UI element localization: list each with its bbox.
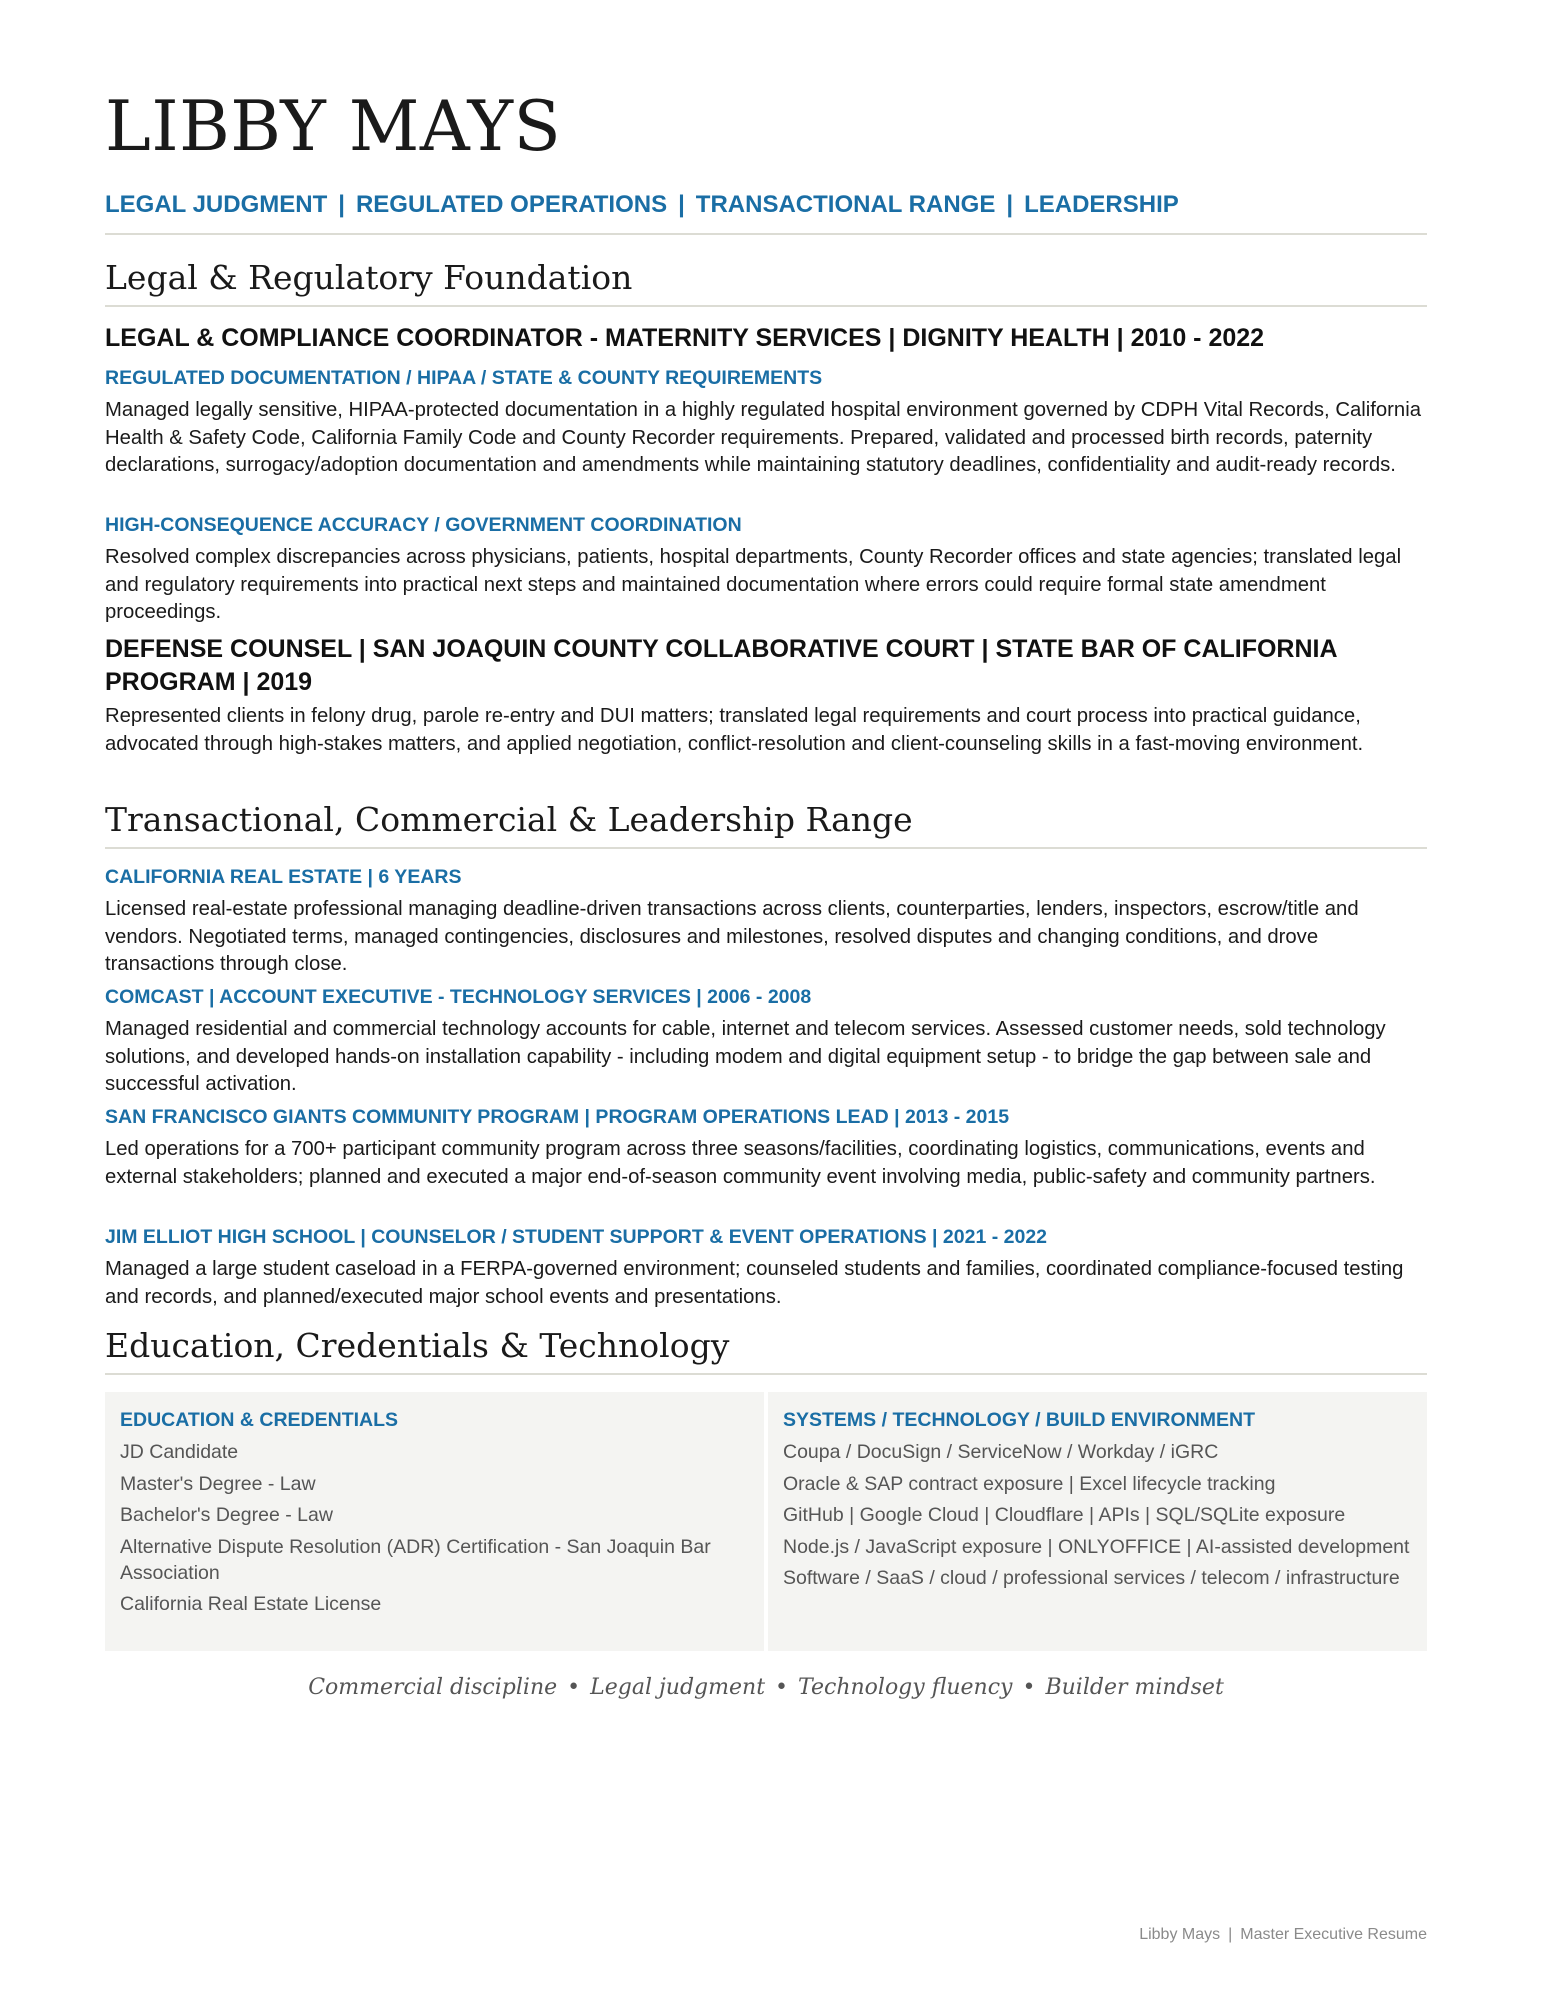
role-description: Resolved complex discrepancies across physicians, patients, hospital departments, County Recorder offices and state agencies; translated legal and regulatory requirements into practical next steps and maintained documentation where errors could require formal state amendment proceedings. <box>105 546 1402 623</box>
education-item: Master's Degree - Law <box>120 1472 316 1495</box>
role-subhead: HIGH-CONSEQUENCE ACCURACY / GOVERNMENT COORDINATION <box>105 514 742 536</box>
closing-item: Builder mindset <box>1045 1675 1224 1700</box>
bullet-separator: • <box>775 1675 789 1700</box>
footer-document-title: Master Executive Resume <box>1240 1926 1427 1943</box>
resume-page <box>105 0 1427 2002</box>
tagline-item: LEADERSHIP <box>1024 191 1179 218</box>
candidate-name: LIBBY MAYS <box>105 87 562 167</box>
section-title-education: Education, Credentials & Technology <box>105 1326 730 1365</box>
entry-description: Managed a large student caseload in a FERPA-governed environment; counseled students and families, coordinated compliance-focused testing and records, and planned/executed major school events and presentations. <box>105 1258 1404 1308</box>
tagline-item: REGULATED OPERATIONS <box>355 191 668 218</box>
entry-description: Led operations for a 700+ participant community program across three seasons/facilities, coordinating logistics, communications, events and external stakeholders; planned and executed a major end-of-season community event involving media, public-safety and community partners. <box>105 1138 1376 1188</box>
role-title-dignity-health: LEGAL & COMPLIANCE COORDINATOR - MATERNITY SERVICES | DIGNITY HEALTH | 2010 - 2022 <box>105 324 1265 352</box>
role-subhead: REGULATED DOCUMENTATION / HIPAA / STATE & COUNTY REQUIREMENTS <box>105 367 823 389</box>
education-item: Alternative Dispute Resolution (ADR) Certification - San Joaquin Bar Association <box>120 1535 711 1584</box>
education-item: California Real Estate License <box>120 1593 382 1616</box>
entry-head-giants: SAN FRANCISCO GIANTS COMMUNITY PROGRAM | PROGRAM OPERATIONS LEAD | 2013 - 2015 <box>105 1106 1010 1128</box>
credentials-panel <box>105 1392 1427 1651</box>
section-divider <box>105 1373 1427 1375</box>
tagline-item: TRANSACTIONAL RANGE <box>695 191 996 218</box>
tagline-item: LEGAL JUDGMENT <box>105 191 328 218</box>
bullet-separator: • <box>567 1675 581 1700</box>
technology-item: Software / SaaS / cloud / professional services / telecom / infrastructure <box>783 1567 1400 1590</box>
header-divider <box>105 233 1427 235</box>
tagline-separator: | <box>1006 191 1014 218</box>
tagline-separator: | <box>338 191 345 218</box>
technology-heading: SYSTEMS / TECHNOLOGY / BUILD ENVIRONMENT <box>783 1409 1256 1431</box>
entry-head-real-estate: CALIFORNIA REAL ESTATE | 6 YEARS <box>105 866 462 888</box>
technology-item: Oracle & SAP contract exposure | Excel lifecycle tracking <box>783 1472 1276 1495</box>
section-divider <box>105 305 1427 307</box>
bullet-separator: • <box>1022 1675 1036 1700</box>
technology-column <box>768 1392 1427 1651</box>
section-title-transactional: Transactional, Commercial & Leadership Range <box>105 800 913 839</box>
page-footer <box>1139 1926 1427 1944</box>
headline-tagline <box>105 191 1179 220</box>
closing-item: Technology fluency <box>798 1675 1013 1700</box>
technology-item: Node.js / JavaScript exposure | ONLYOFFICE | AI-assisted development <box>783 1535 1410 1558</box>
entry-description: Licensed real-estate professional managing deadline-driven transactions across clients, counterparties, lenders, inspectors, escrow/title and vendors. Negotiated terms, managed contingencies, disclosures and milestones, resolved disputes and changing conditions, and drove transactions through close. <box>105 898 1359 975</box>
role-title-defense-counsel: DEFENSE COUNSEL | SAN JOAQUIN COUNTY COLLABORATIVE COURT | STATE BAR OF CALIFORNIA PROGRAM | 2019 <box>105 635 1337 696</box>
education-heading: EDUCATION & CREDENTIALS <box>120 1409 399 1431</box>
footer-name: Libby Mays <box>1139 1926 1221 1943</box>
role-description: Represented clients in felony drug, parole re-entry and DUI matters; translated legal requirements and court process into practical guidance, advocated through high-stakes matters, and applied negotiation, conflict-resolution and client-counseling skills in a fast-moving environment. <box>105 705 1364 755</box>
technology-item: Coupa / DocuSign / ServiceNow / Workday / iGRC <box>783 1441 1219 1464</box>
section-divider <box>105 847 1427 849</box>
closing-tagline <box>105 1674 1427 1703</box>
education-item: JD Candidate <box>120 1441 239 1464</box>
entry-head-comcast: COMCAST | ACCOUNT EXECUTIVE - TECHNOLOGY SERVICES | 2006 - 2008 <box>105 986 812 1008</box>
entry-head-jim-elliot: JIM ELLIOT HIGH SCHOOL | COUNSELOR / STUDENT SUPPORT & EVENT OPERATIONS | 2021 - 2022 <box>105 1226 1048 1248</box>
education-item: Bachelor's Degree - Law <box>120 1504 333 1527</box>
footer-separator: | <box>1228 1926 1233 1943</box>
closing-item: Commercial discipline <box>308 1675 558 1700</box>
section-title-legal: Legal & Regulatory Foundation <box>105 258 633 297</box>
education-column <box>105 1392 764 1651</box>
entry-description: Managed residential and commercial technology accounts for cable, internet and telecom services. Assessed customer needs, sold technology solutions, and developed hands-on installation capability - including modem and digital equipment setup - to bridge the gap between sale and successful activation. <box>105 1018 1386 1095</box>
role-description: Managed legally sensitive, HIPAA-protected documentation in a highly regulated hospital environment governed by CDPH Vital Records, California Health & Safety Code, California Family Code and County Recorder requirements. Prepared, validated and processed birth records, paternity declarations, surrogacy/adoption documentation and amendments while maintaining statutory deadlines, confidentiality and audit-ready records. <box>105 399 1421 476</box>
tagline-separator: | <box>678 191 685 218</box>
technology-item: GitHub | Google Cloud | Cloudflare | APIs | SQL/SQLite exposure <box>783 1504 1346 1527</box>
closing-item: Legal judgment <box>590 1675 766 1700</box>
